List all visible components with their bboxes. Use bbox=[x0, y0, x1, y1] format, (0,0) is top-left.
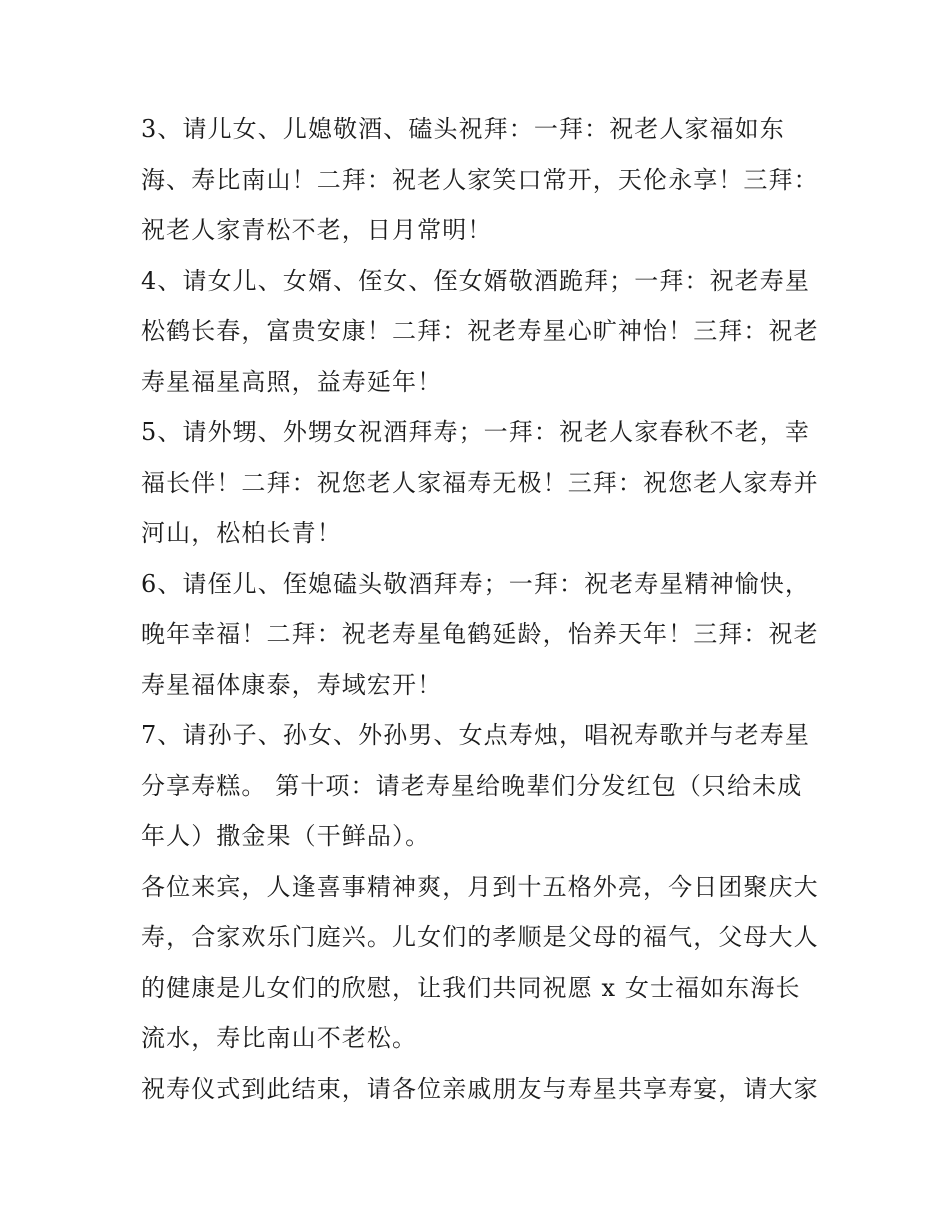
paragraph-item-4: 4、请女儿、女婿、侄女、侄女婿敬酒跪拜；一拜：祝老寿星松鹤长春，富贵安康！二拜：祝老寿星心旷神怡！三拜：祝老寿星福星高照，益寿延年！ bbox=[141, 266, 819, 396]
paragraph-closing: 祝寿仪式到此结束，请各位亲戚朋友与寿星共享寿宴，请大家 bbox=[141, 1074, 819, 1103]
paragraph-item-5: 5、请外甥、外甥女祝酒拜寿；一拜：祝老人家春秋不老，幸福长伴！二拜：祝您老人家福寿无极！三拜：祝您老人家寿并河山，松柏长青！ bbox=[141, 418, 819, 547]
paragraph-item-6: 6、请侄儿、侄媳磕头敬酒拜寿；一拜：祝老寿星精神愉快，晚年幸福！二拜：祝老寿星龟鹤延龄，怡养天年！三拜：祝老寿星福体康泰，寿域宏开！ bbox=[141, 569, 819, 699]
paragraph-item-7: 7、请孙子、孙女、外孙男、女点寿烛，唱祝寿歌并与老寿星分享寿糕。 第十项：请老寿星给晚辈们分发红包（只给未成年人）撒金果（干鲜品）。 bbox=[141, 721, 810, 850]
paragraph-blessing: 各位来宾，人逢喜事精神爽，月到十五格外亮，今日团聚庆大寿，合家欢乐门庭兴。儿女们的孝顺是父母的福气，父母大人的健康是儿女们的欣慰，让我们共同祝愿 x 女士福如东海长流水，寿比南山不老松。 bbox=[141, 872, 819, 1052]
document-body bbox=[141, 104, 821, 1114]
paragraph-item-3: 3、请儿女、儿媳敬酒、磕头祝拜：一拜：祝老人家福如东海、寿比南山！二拜：祝老人家笑口常开，天伦永享！三拜：祝老人家青松不老，日月常明！ bbox=[141, 115, 819, 244]
